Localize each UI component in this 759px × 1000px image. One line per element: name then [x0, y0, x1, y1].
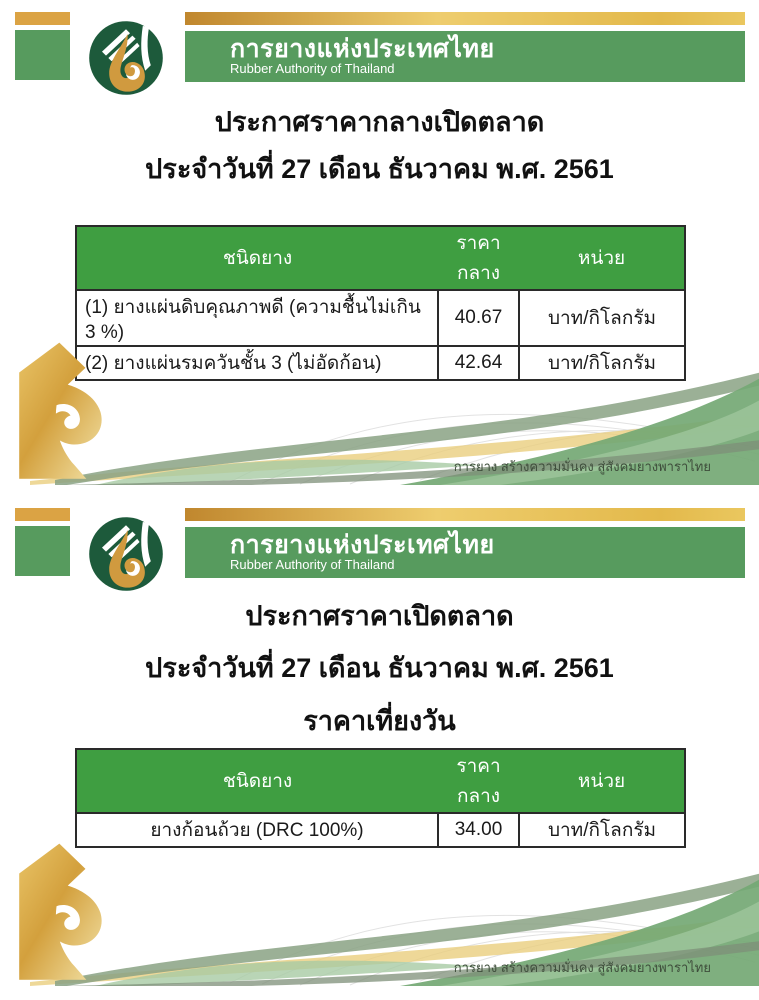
- footer-decoration: [0, 331, 759, 485]
- banner-gold-stripe: [185, 508, 745, 521]
- rubber-type: (1) ยางแผ่นดิบคุณภาพดี (ความชื้นไม่เกิน 3 %): [76, 290, 438, 346]
- header-banner: [185, 12, 745, 82]
- banner-gold-stripe: [185, 12, 745, 25]
- footer-tagline: การยาง สร้างความมั่นคง สู่สังคมยางพาราไทย: [453, 960, 711, 975]
- col-header-rubber-type: ชนิดยาง: [76, 749, 438, 813]
- announcement-date: ประจำวันที่ 27 เดือน ธันวาคม พ.ศ. 2561: [145, 653, 614, 683]
- gold-ornament-icon: [8, 333, 120, 483]
- price-unit: บาท/กิโลกรัม: [519, 290, 685, 346]
- announcement-title: ประกาศราคาเปิดตลาด: [245, 601, 514, 631]
- rubber-type: (2) ยางแผ่นรมควันชั้น 3 (ไม่อัดก้อน): [76, 346, 438, 380]
- table-header-row: [76, 226, 685, 290]
- raot-logo-icon: [86, 18, 166, 98]
- left-gold-stripe: [15, 508, 70, 521]
- col-header-unit: หน่วย: [519, 226, 685, 290]
- footer-decoration: [0, 832, 759, 986]
- col-header-central-price: ราคากลาง: [438, 226, 519, 290]
- org-name-english: Rubber Authority of Thailand: [230, 61, 395, 77]
- col-header-rubber-type: ชนิดยาง: [76, 226, 438, 290]
- raot-header: [0, 12, 759, 88]
- col-header-central-price: ราคากลาง: [438, 749, 519, 813]
- banner-green-bar: [185, 31, 745, 82]
- header-left-mark: [15, 508, 70, 576]
- price-unit: บาท/กิโลกรัม: [519, 813, 685, 847]
- price-unit: บาท/กิโลกรัม: [519, 346, 685, 380]
- announcement-date: ประจำวันที่ 27 เดือน ธันวาคม พ.ศ. 2561: [145, 154, 614, 184]
- org-name-thai: การยางแห่งประเทศไทย: [230, 34, 495, 63]
- announcement-title: ประกาศราคากลางเปิดตลาด: [214, 107, 545, 137]
- opening-price-announcement-section: [0, 496, 759, 1000]
- gold-ornament-icon: [8, 834, 120, 984]
- footer-tagline: การยาง สร้างความมั่นคง สู่สังคมยางพาราไทย: [453, 459, 711, 474]
- central-price-announcement-section: [0, 0, 759, 496]
- left-gold-stripe: [15, 12, 70, 25]
- price-value: 34.00: [438, 813, 519, 847]
- left-green-block: [15, 30, 70, 80]
- raot-header: [0, 508, 759, 584]
- col-header-unit: หน่วย: [519, 749, 685, 813]
- price-value: 40.67: [438, 290, 519, 346]
- banner-green-bar: [185, 527, 745, 578]
- org-name-english: Rubber Authority of Thailand: [230, 557, 395, 573]
- midday-price-subtitle: ราคาเที่ยงวัน: [303, 706, 456, 736]
- header-banner: [185, 508, 745, 578]
- header-left-mark: [15, 12, 70, 80]
- table-header-row: [76, 749, 685, 813]
- org-name-thai: การยางแห่งประเทศไทย: [230, 530, 495, 559]
- raot-logo-icon: [86, 514, 166, 594]
- price-value: 42.64: [438, 346, 519, 380]
- left-green-block: [15, 526, 70, 576]
- rubber-type: ยางก้อนถ้วย (DRC 100%): [76, 813, 438, 847]
